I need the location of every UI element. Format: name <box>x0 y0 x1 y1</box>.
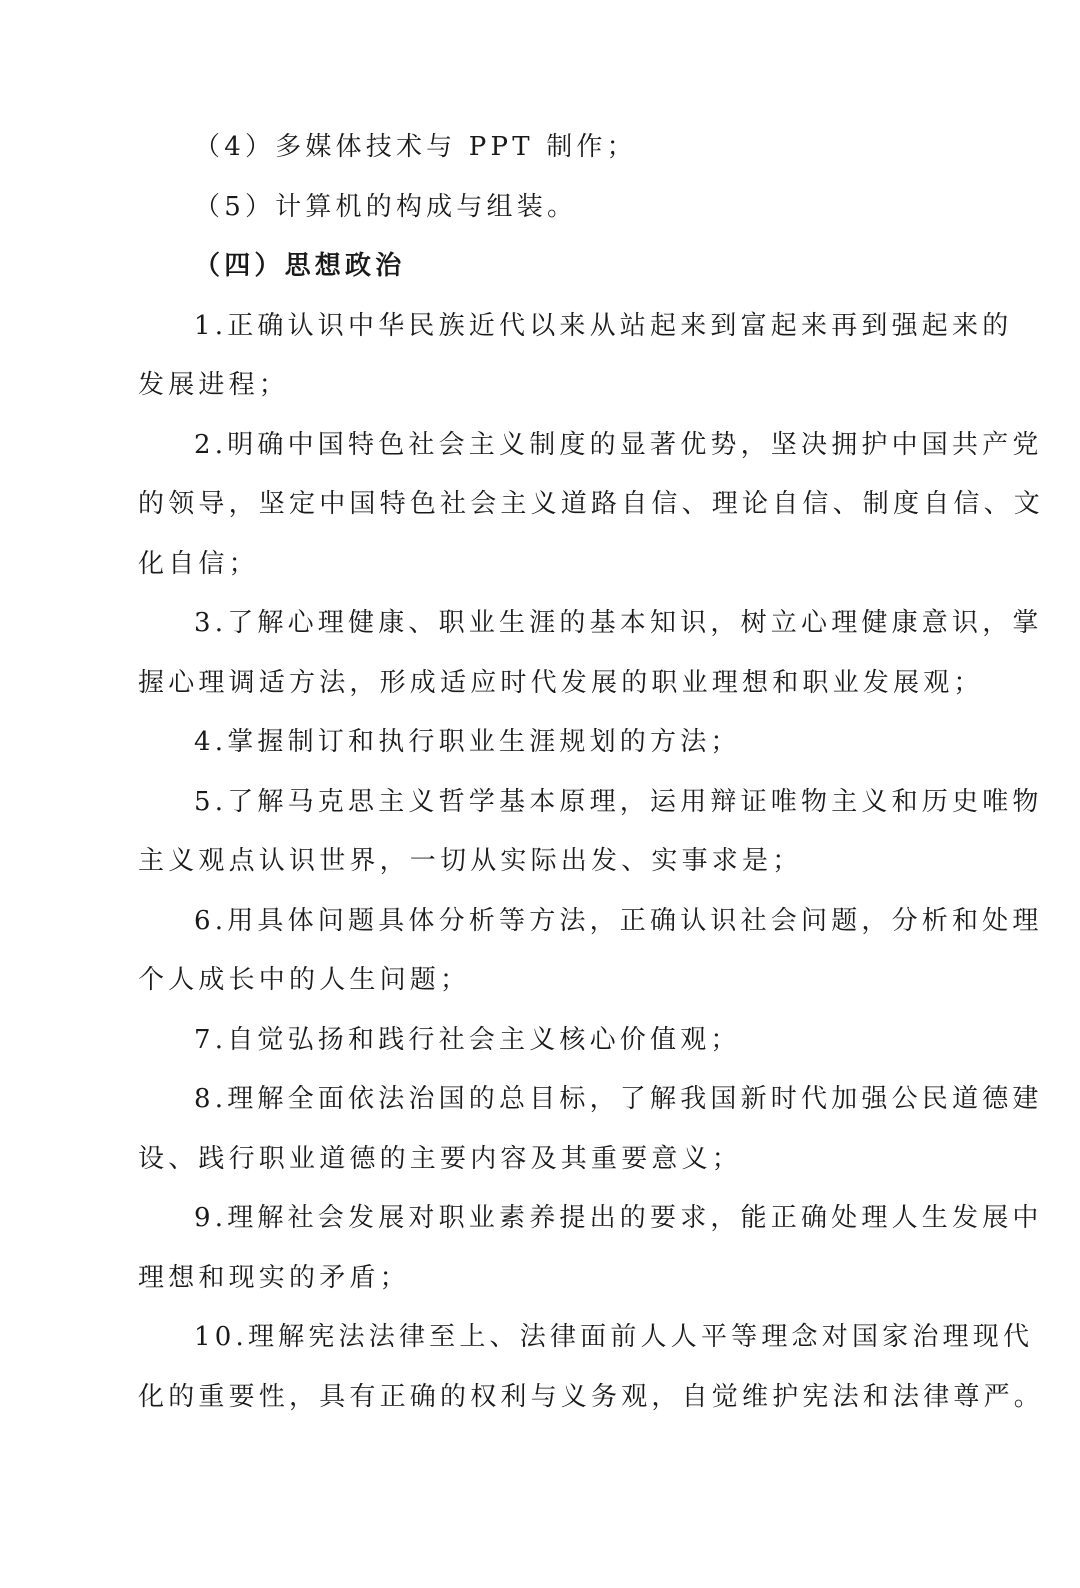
paragraph-line: 2.明确中国特色社会主义制度的显著优势，坚决拥护中国共产党 <box>194 429 1043 460</box>
document-page <box>138 118 1045 1427</box>
paragraph-line: 9.理解社会发展对职业素养提出的要求，能正确处理人生发展中 <box>194 1203 1043 1233</box>
paragraph-line: 5.了解马克思主义哲学基本原理，运用辩证唯物主义和历史唯物 <box>194 786 1043 817</box>
paragraph-line: 理想和现实的矛盾； <box>138 1262 410 1293</box>
paragraph-line: 设、践行职业道德的主要内容及其重要意义； <box>138 1143 743 1174</box>
paragraph-line: 化的重要性，具有正确的权利与义务观，自觉维护宪法和法律尊严。 <box>138 1381 1045 1412</box>
paragraph-line: 的领导，坚定中国特色社会主义道路自信、理论自信、制度自信、文 <box>138 489 1045 519</box>
paragraph-line: 3.了解心理健康、职业生涯的基本知识，树立心理健康意识，掌 <box>194 608 1043 638</box>
paragraph-line: 化自信； <box>138 548 259 579</box>
section-heading: （四）思想政治 <box>194 251 406 281</box>
paragraph-line: 7.自觉弘扬和践行社会主义核心价值观； <box>194 1024 741 1055</box>
list-item-4: （4）多媒体技术与 PPT 制作； <box>194 132 637 162</box>
paragraph-line: 发展进程； <box>138 370 290 400</box>
paragraph-line: 主义观点认识世界，一切从实际出发、实事求是； <box>138 846 803 876</box>
paragraph-line: 10.理解宪法法律至上、法律面前人人平等理念对国家治理现代 <box>194 1322 1034 1352</box>
paragraph-line: 8.理解全面依法治国的总目标，了解我国新时代加强公民道德建 <box>194 1084 1043 1114</box>
list-item-5: （5）计算机的构成与组装。 <box>194 191 578 222</box>
paragraph-line: 4.掌握制订和执行职业生涯规划的方法； <box>194 727 741 757</box>
paragraph-line: 个人成长中的人生问题； <box>138 965 471 995</box>
paragraph-line: 握心理调适方法，形成适应时代发展的职业理想和职业发展观； <box>138 667 984 698</box>
paragraph-line: 1.正确认识中华民族近代以来从站起来到富起来再到强起来的 <box>194 310 1013 341</box>
paragraph-line: 6.用具体问题具体分析等方法，正确认识社会问题，分析和处理 <box>194 905 1043 936</box>
